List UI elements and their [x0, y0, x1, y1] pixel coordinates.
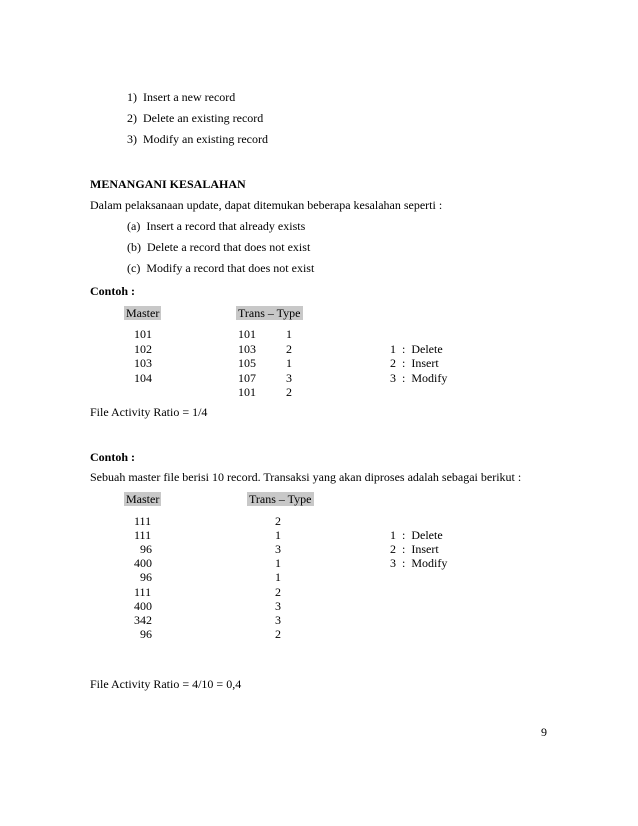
page-number: 9: [541, 725, 547, 739]
master-value: 96: [140, 570, 152, 584]
master-value: 96: [140, 542, 152, 556]
list-item: 2) Delete an existing record: [127, 111, 264, 125]
list-item: (c) Modify a record that does not exist: [127, 261, 315, 275]
trans-value: 101: [238, 327, 256, 341]
type-value: 2: [275, 514, 281, 528]
master-value: 111: [134, 585, 152, 599]
file-activity-ratio: File Activity Ratio = 1/4: [90, 405, 208, 419]
master-column-header: Master: [126, 492, 160, 506]
master-value: 103: [134, 356, 152, 370]
trans-value: 101: [238, 385, 256, 399]
trans-value: 103: [238, 342, 256, 356]
trans-value: 107: [238, 371, 256, 385]
file-activity-ratio: File Activity Ratio = 4/10 = 0,4: [90, 677, 242, 691]
type-value: 1: [275, 528, 281, 542]
master-column-header: Master: [126, 306, 160, 320]
master-value: 102: [134, 342, 152, 356]
legend-item: 1 : Delete: [390, 342, 443, 356]
list-item: 1) Insert a new record: [127, 90, 236, 104]
master-value: 400: [134, 599, 152, 613]
type-value: 3: [275, 599, 281, 613]
master-value: 111: [134, 528, 152, 542]
trans-value: 105: [238, 356, 256, 370]
legend-item: 3 : Modify: [390, 556, 448, 570]
master-value: 101: [134, 327, 152, 341]
master-value: 96: [140, 627, 152, 641]
legend-item: 2 : Insert: [390, 356, 439, 370]
list-item: (b) Delete a record that does not exist: [127, 240, 311, 254]
legend-item: 3 : Modify: [390, 371, 448, 385]
type-value: 2: [286, 385, 292, 399]
type-value: 3: [275, 542, 281, 556]
type-value: 3: [286, 371, 292, 385]
master-value: 111: [134, 514, 152, 528]
trans-type-column-header: Trans – Type: [238, 306, 301, 320]
list-item: 3) Modify an existing record: [127, 132, 268, 146]
master-value: 400: [134, 556, 152, 570]
type-value: 1: [286, 327, 292, 341]
type-value: 3: [275, 613, 281, 627]
example-heading: Contoh :: [90, 450, 136, 464]
master-value: 342: [134, 613, 152, 627]
type-value: 2: [275, 585, 281, 599]
type-value: 2: [286, 342, 292, 356]
master-value: 104: [134, 371, 152, 385]
section-intro: Dalam pelaksanaan update, dapat ditemukan beberapa kesalahan seperti :: [90, 198, 443, 212]
legend-item: 2 : Insert: [390, 542, 439, 556]
trans-type-column-header: Trans – Type: [249, 492, 312, 506]
example-heading: Contoh :: [90, 284, 136, 298]
type-value: 1: [275, 570, 281, 584]
example-intro: Sebuah master file berisi 10 record. Transaksi yang akan diproses adalah sebagai berikut :: [90, 470, 522, 484]
legend-item: 1 : Delete: [390, 528, 443, 542]
type-value: 1: [275, 556, 281, 570]
type-value: 1: [286, 356, 292, 370]
section-title: MENANGANI KESALAHAN: [90, 177, 246, 191]
list-item: (a) Insert a record that already exists: [127, 219, 306, 233]
type-value: 2: [275, 627, 281, 641]
